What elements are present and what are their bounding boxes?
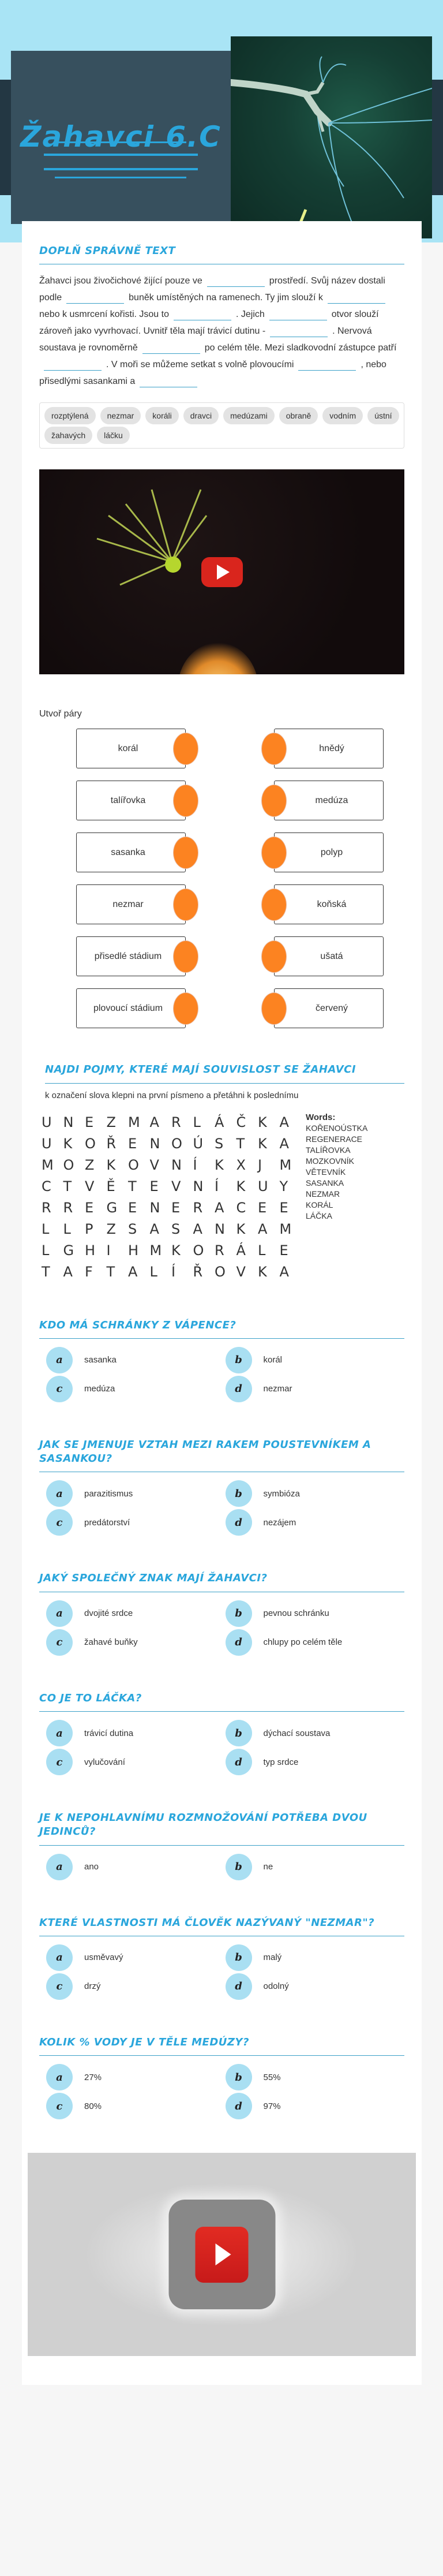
- word-list-item: KOŘENOÚSTKA: [306, 1123, 368, 1133]
- pair-label: polyp: [320, 847, 343, 857]
- blank-field[interactable]: [207, 277, 265, 287]
- section-title: DOPLŇ SPRÁVNĚ TEXT: [39, 244, 404, 264]
- grid-letter[interactable]: O: [215, 1264, 226, 1280]
- option-letter-badge: c: [46, 1629, 73, 1656]
- blank-field[interactable]: [44, 360, 102, 371]
- connector-dot[interactable]: [173, 888, 198, 921]
- answer-option[interactable]: [226, 1854, 405, 1880]
- word-bank: [39, 402, 404, 449]
- grid-letter[interactable]: K: [258, 1264, 267, 1280]
- video-embed-2[interactable]: [28, 2153, 416, 2356]
- grid-letter[interactable]: S: [128, 1221, 137, 1238]
- option-label: malý: [263, 1952, 282, 1963]
- grid-letter[interactable]: V: [149, 1157, 159, 1174]
- grid-letter[interactable]: Ú: [193, 1136, 204, 1152]
- answer-option[interactable]: [46, 1480, 226, 1507]
- answer-option[interactable]: [46, 1629, 226, 1656]
- youtube-play-icon[interactable]: [196, 2227, 249, 2283]
- pair-label: koňská: [317, 899, 347, 909]
- question-title: KOLIK % VODY JE V TĚLE MEDÚZY?: [39, 2036, 404, 2056]
- grid-letter[interactable]: T: [128, 1178, 137, 1195]
- grid-letter[interactable]: O: [171, 1136, 182, 1152]
- text-segment: otvor slouží zároveň jako vyvrhovací. Uvnitř těla mají trávicí dutinu -: [39, 309, 379, 337]
- grid-letter[interactable]: E: [279, 1200, 288, 1216]
- grid-letter[interactable]: V: [85, 1178, 95, 1195]
- grid-letter[interactable]: U: [42, 1114, 52, 1131]
- answer-option[interactable]: [46, 2064, 226, 2090]
- pair-label: medúza: [315, 795, 348, 805]
- grid-letter[interactable]: A: [279, 1136, 289, 1152]
- option-letter-badge: a: [46, 1720, 73, 1746]
- grid-letter[interactable]: A: [215, 1200, 224, 1216]
- grid-letter[interactable]: K: [215, 1157, 224, 1174]
- option-letter-badge: b: [226, 1480, 252, 1507]
- pair-label: přisedlé stádium: [94, 951, 162, 961]
- section-title: NAJDI POJMY, KTERÉ MAJÍ SOUVISLOST SE ŽAHAVCI: [45, 1063, 404, 1083]
- pair-label: nezmar: [112, 899, 144, 909]
- connector-dot[interactable]: [173, 940, 198, 973]
- grid-letter[interactable]: Á: [236, 1242, 246, 1259]
- grid-letter[interactable]: G: [63, 1242, 74, 1259]
- word-list-label: Words:: [306, 1112, 336, 1122]
- connector-dot[interactable]: [261, 837, 287, 869]
- grid-letter[interactable]: E: [171, 1200, 181, 1216]
- text-segment: po celém těle. Mezi sladkovodní zástupce patří: [204, 343, 397, 353]
- blank-field[interactable]: [328, 293, 385, 304]
- page-title: Žahavci 6.C: [20, 120, 222, 154]
- quiz-question: [39, 1692, 404, 1775]
- answer-option[interactable]: [226, 1376, 405, 1402]
- grid-letter[interactable]: Ě: [106, 1178, 115, 1195]
- grid-letter[interactable]: R: [171, 1114, 181, 1131]
- grid-letter[interactable]: L: [193, 1114, 201, 1131]
- worksheet-card: [22, 221, 422, 2385]
- grid-letter[interactable]: J: [258, 1157, 262, 1174]
- grid-letter[interactable]: C: [42, 1178, 51, 1195]
- pair-left-item[interactable]: [76, 884, 186, 924]
- answer-option[interactable]: [46, 1973, 226, 2000]
- word-chip[interactable]: medúzami: [223, 407, 275, 424]
- grid-letter[interactable]: K: [106, 1157, 116, 1174]
- connector-dot[interactable]: [261, 785, 287, 817]
- grid-letter[interactable]: Ř: [193, 1264, 203, 1280]
- answer-option[interactable]: [46, 1600, 226, 1627]
- grid-letter[interactable]: R: [215, 1242, 224, 1259]
- text-segment: buněk umístěných na ramenech. Ty jim slouží k: [129, 293, 323, 303]
- quiz-list: [39, 1319, 404, 2120]
- grid-letter[interactable]: H: [128, 1242, 139, 1259]
- answer-option[interactable]: [226, 1600, 405, 1627]
- option-label: nezmar: [263, 1384, 292, 1394]
- grid-letter[interactable]: A: [279, 1264, 289, 1280]
- answer-option[interactable]: [226, 1973, 405, 2000]
- connector-dot[interactable]: [173, 785, 198, 817]
- option-letter-badge: d: [226, 1629, 252, 1656]
- grid-letter[interactable]: R: [193, 1200, 203, 1216]
- pair-right-item[interactable]: [274, 729, 384, 768]
- blank-field[interactable]: [66, 293, 124, 304]
- text-segment: . Jejich: [235, 309, 265, 320]
- pair-label: hnědý: [319, 743, 344, 753]
- grid-letter[interactable]: N: [193, 1178, 204, 1195]
- option-label: trávicí dutina: [84, 1728, 134, 1738]
- grid-letter[interactable]: Z: [106, 1114, 116, 1131]
- blank-field[interactable]: [270, 327, 328, 337]
- grid-letter[interactable]: Í: [215, 1178, 219, 1195]
- text-segment: Žahavci jsou živočichové žijící pouze ve: [39, 276, 202, 286]
- word-list-item: VĚTEVNÍK: [306, 1167, 346, 1177]
- grid-letter[interactable]: L: [258, 1242, 266, 1259]
- option-letter-badge: d: [226, 2093, 252, 2119]
- grid-letter[interactable]: M: [149, 1242, 162, 1259]
- pair-label: červený: [315, 1003, 348, 1013]
- grid-letter[interactable]: V: [171, 1178, 181, 1195]
- grid-letter[interactable]: T: [106, 1264, 115, 1280]
- grid-letter[interactable]: Í: [171, 1264, 176, 1280]
- grid-letter[interactable]: O: [85, 1136, 96, 1152]
- option-label: 80%: [84, 2101, 102, 2111]
- option-label: ano: [84, 1862, 99, 1872]
- decor-line: [44, 154, 198, 156]
- text-segment: , nebo přisedlými sasankami a: [39, 360, 386, 387]
- option-letter-badge: a: [46, 1944, 73, 1971]
- word-chip[interactable]: nezmar: [100, 407, 141, 424]
- quiz-question: [39, 1571, 404, 1655]
- quiz-question: [39, 1916, 404, 2000]
- grid-letter[interactable]: N: [149, 1200, 160, 1216]
- answer-option[interactable]: [226, 1629, 405, 1656]
- word-list: [306, 1112, 367, 1283]
- grid-letter[interactable]: H: [85, 1242, 96, 1259]
- grid-letter[interactable]: T: [236, 1136, 245, 1152]
- answer-option[interactable]: [46, 1944, 226, 1971]
- option-label: drzý: [84, 1981, 101, 1992]
- option-letter-badge: d: [226, 1376, 252, 1402]
- grid-letter[interactable]: Á: [215, 1114, 224, 1131]
- answer-option[interactable]: [226, 1720, 405, 1746]
- grid-letter[interactable]: S: [171, 1221, 181, 1238]
- option-label: 27%: [84, 2072, 102, 2082]
- option-letter-badge: b: [226, 1347, 252, 1373]
- word-list-item: MOZKOVNÍK: [306, 1156, 355, 1166]
- grid-letter[interactable]: K: [63, 1136, 73, 1152]
- option-label: dvojité srdce: [84, 1608, 133, 1619]
- connector-dot[interactable]: [173, 837, 198, 869]
- option-label: pevnou schránku: [263, 1608, 329, 1619]
- word-list-item: SASANKA: [306, 1178, 344, 1188]
- pair-right-item[interactable]: [274, 884, 384, 924]
- grid-letter[interactable]: S: [215, 1136, 224, 1152]
- grid-letter[interactable]: Í: [193, 1157, 197, 1174]
- option-label: parazitismus: [84, 1488, 133, 1499]
- grid-letter[interactable]: A: [149, 1114, 159, 1131]
- answer-option[interactable]: [226, 1347, 405, 1373]
- grid-letter[interactable]: N: [215, 1221, 225, 1238]
- option-label: nezájem: [263, 1517, 296, 1528]
- grid-letter[interactable]: M: [42, 1157, 54, 1174]
- grid-letter[interactable]: E: [85, 1114, 94, 1131]
- pair-label: talířovka: [110, 795, 146, 805]
- option-label: 55%: [263, 2072, 281, 2082]
- answer-option[interactable]: [226, 1480, 405, 1507]
- grid-letter[interactable]: O: [63, 1157, 74, 1174]
- grid-letter[interactable]: K: [171, 1242, 181, 1259]
- option-letter-badge: c: [46, 2093, 73, 2119]
- option-letter-badge: d: [226, 1749, 252, 1775]
- grid-letter[interactable]: K: [258, 1114, 267, 1131]
- word-chip[interactable]: rozptýlená: [44, 407, 96, 424]
- grid-letter[interactable]: A: [279, 1114, 289, 1131]
- grid-letter[interactable]: I: [106, 1242, 111, 1259]
- word-chip[interactable]: dravci: [183, 407, 219, 424]
- fill-text-paragraph: [39, 272, 404, 390]
- option-label: medúza: [84, 1384, 115, 1394]
- title-panel: [11, 51, 231, 224]
- word-chip[interactable]: obraně: [279, 407, 318, 424]
- grid-letter[interactable]: L: [149, 1264, 157, 1280]
- blank-field[interactable]: [269, 310, 327, 320]
- grid-letter[interactable]: T: [42, 1264, 50, 1280]
- pair-label: korál: [118, 743, 138, 753]
- pairs-board: [39, 729, 404, 1028]
- connector-dot[interactable]: [173, 733, 198, 765]
- grid-letter[interactable]: A: [128, 1264, 138, 1280]
- connector-dot[interactable]: [173, 992, 198, 1025]
- question-title: JAKÝ SPOLEČNÝ ZNAK MAJÍ ŽAHAVCI?: [39, 1571, 404, 1592]
- blank-field[interactable]: [174, 310, 231, 320]
- grid-letter[interactable]: P: [85, 1221, 93, 1238]
- answer-option[interactable]: [46, 1347, 226, 1373]
- word-chip[interactable]: žahavých: [44, 427, 92, 444]
- answer-option[interactable]: [226, 2093, 405, 2119]
- answer-option[interactable]: [46, 1720, 226, 1746]
- grid-letter[interactable]: E: [258, 1200, 267, 1216]
- word-list-item: TALÍŘOVKA: [306, 1145, 351, 1155]
- option-label: odolný: [263, 1981, 289, 1992]
- grid-letter[interactable]: U: [258, 1178, 268, 1195]
- grid-letter[interactable]: E: [85, 1200, 94, 1216]
- blank-field[interactable]: [298, 360, 356, 371]
- option-label: usměvavý: [84, 1952, 123, 1963]
- pair-left-item[interactable]: [76, 988, 186, 1028]
- grid-letter[interactable]: K: [258, 1136, 267, 1152]
- option-letter-badge: b: [226, 2064, 252, 2090]
- grid-letter[interactable]: M: [279, 1157, 292, 1174]
- question-title: KTERÉ VLASTNOSTI MÁ ČLOVĚK NAZÝVANÝ "NEZMAR"?: [39, 1916, 404, 1936]
- answer-option[interactable]: [46, 1376, 226, 1402]
- option-label: korál: [263, 1355, 283, 1365]
- pair-label: plovoucí stádium: [93, 1003, 163, 1013]
- option-letter-badge: b: [226, 1720, 252, 1746]
- grid-letter[interactable]: E: [128, 1136, 137, 1152]
- grid-letter[interactable]: E: [149, 1178, 159, 1195]
- answer-option[interactable]: [226, 1749, 405, 1775]
- fill-text-section: [39, 244, 404, 449]
- grid-letter[interactable]: Y: [279, 1178, 288, 1195]
- pair-left-item[interactable]: [76, 781, 186, 820]
- grid-letter[interactable]: A: [193, 1221, 202, 1238]
- word-list-item: REGENERACE: [306, 1134, 363, 1144]
- option-letter-badge: c: [46, 1973, 73, 2000]
- youtube-play-icon[interactable]: [201, 557, 243, 587]
- quiz-question: [39, 1811, 404, 1880]
- grid-letter[interactable]: K: [236, 1178, 246, 1195]
- grid-letter[interactable]: N: [149, 1136, 160, 1152]
- hydra-photo: [231, 36, 432, 238]
- word-list-item: KORÁL: [306, 1200, 333, 1209]
- option-letter-badge: c: [46, 1509, 73, 1536]
- pair-right-item[interactable]: [274, 781, 384, 820]
- grid-letter[interactable]: A: [63, 1264, 73, 1280]
- text-segment: prostředí. Svůj název dostali podle: [39, 276, 385, 303]
- grid-letter[interactable]: L: [42, 1242, 50, 1259]
- question-title: KDO MÁ SCHRÁNKY Z VÁPENCE?: [39, 1319, 404, 1339]
- option-label: chlupy po celém těle: [263, 1637, 343, 1648]
- answer-option[interactable]: [226, 1944, 405, 1971]
- grid-letter[interactable]: Ř: [106, 1136, 117, 1152]
- grid-letter[interactable]: L: [42, 1221, 50, 1238]
- grid-letter[interactable]: T: [63, 1178, 72, 1195]
- grid-letter[interactable]: A: [149, 1221, 159, 1238]
- pair-right-item[interactable]: [274, 832, 384, 872]
- option-letter-badge: a: [46, 1600, 73, 1627]
- connector-dot[interactable]: [261, 940, 287, 973]
- grid-letter[interactable]: N: [171, 1157, 182, 1174]
- answer-option[interactable]: [226, 1509, 405, 1536]
- grid-letter[interactable]: E: [279, 1242, 288, 1259]
- quiz-question: [39, 2036, 404, 2119]
- text-segment: . V moři se můžeme setkat s volně plovoucími: [106, 360, 294, 370]
- pair-right-item[interactable]: [274, 936, 384, 976]
- grid-letter[interactable]: R: [63, 1200, 73, 1216]
- grid-letter[interactable]: M: [128, 1114, 140, 1131]
- grid-letter[interactable]: F: [85, 1264, 93, 1280]
- quiz-question: [39, 1319, 404, 1402]
- option-letter-badge: a: [46, 1480, 73, 1507]
- option-letter-badge: a: [46, 1347, 73, 1373]
- grid-letter[interactable]: C: [236, 1200, 246, 1216]
- grid-letter[interactable]: A: [258, 1221, 268, 1238]
- connector-dot[interactable]: [261, 992, 287, 1025]
- text-segment: . Nervová soustava je rovnoměrně: [39, 326, 372, 353]
- grid-letter[interactable]: X: [236, 1157, 246, 1174]
- option-letter-badge: c: [46, 1749, 73, 1775]
- option-letter-badge: d: [226, 1509, 252, 1536]
- text-segment: nebo k usmrcení kořisti. Jsou to: [39, 309, 169, 320]
- answer-option[interactable]: [46, 1854, 226, 1880]
- answer-option[interactable]: [46, 1509, 226, 1536]
- option-label: vylučování: [84, 1757, 125, 1767]
- option-label: 97%: [263, 2101, 281, 2111]
- word-chip[interactable]: koráli: [145, 407, 178, 424]
- option-label: sasanka: [84, 1355, 117, 1365]
- grid-letter[interactable]: O: [193, 1242, 204, 1259]
- pair-left-item[interactable]: [76, 936, 186, 976]
- pairs-title: Utvoř páry: [39, 709, 82, 719]
- question-title: JAK SE JMENUJE VZTAH MEZI RAKEM POUSTEVNÍKEM A SASANKOU?: [39, 1438, 404, 1473]
- option-letter-badge: b: [226, 1600, 252, 1627]
- blank-field[interactable]: [140, 377, 197, 387]
- option-letter-badge: b: [226, 1854, 252, 1880]
- grid-letter[interactable]: N: [63, 1114, 74, 1131]
- option-letter-badge: d: [226, 1973, 252, 2000]
- option-label: predátorství: [84, 1517, 130, 1528]
- option-letter-badge: c: [46, 1376, 73, 1402]
- option-label: symbióza: [263, 1488, 300, 1499]
- pair-label: ušatá: [320, 951, 343, 961]
- question-title: JE K NEPOHLAVNÍMU ROZMNOŽOVÁNÍ POTŘEBA DVOU JEDINCŮ?: [39, 1811, 404, 1846]
- word-chip[interactable]: láčku: [97, 427, 130, 444]
- answer-option[interactable]: [46, 1749, 226, 1775]
- option-label: typ srdce: [263, 1757, 299, 1767]
- option-letter-badge: a: [46, 2064, 73, 2090]
- video-embed[interactable]: [39, 469, 404, 674]
- grid-letter[interactable]: K: [236, 1221, 246, 1238]
- pair-right-item[interactable]: [274, 988, 384, 1028]
- letter-grid[interactable]: [42, 1112, 301, 1283]
- question-title: CO JE TO LÁČKA?: [39, 1692, 404, 1712]
- grid-letter[interactable]: M: [279, 1221, 292, 1238]
- grid-letter[interactable]: U: [42, 1136, 52, 1152]
- decor-line: [55, 177, 186, 178]
- answer-option[interactable]: [226, 2064, 405, 2090]
- option-label: dýchací soustava: [263, 1728, 331, 1738]
- hero-header: [0, 0, 443, 242]
- answer-option[interactable]: [46, 2093, 226, 2119]
- grid-letter[interactable]: V: [236, 1264, 246, 1280]
- word-list-item: NEZMAR: [306, 1189, 340, 1199]
- option-letter-badge: a: [46, 1854, 73, 1880]
- word-chip[interactable]: vodním: [322, 407, 363, 424]
- decor-line: [44, 168, 198, 170]
- wordsearch-section: [39, 1063, 404, 1282]
- grid-letter[interactable]: G: [106, 1200, 118, 1216]
- video-placeholder: [168, 2200, 275, 2309]
- option-label: žahavé buňky: [84, 1637, 138, 1648]
- word-chip[interactable]: ústní: [367, 407, 399, 424]
- connector-dot[interactable]: [261, 733, 287, 765]
- pairs-section: [39, 709, 404, 1028]
- grid-letter[interactable]: Z: [85, 1157, 95, 1174]
- grid-letter[interactable]: L: [63, 1221, 71, 1238]
- quiz-question: [39, 1438, 404, 1536]
- grid-letter[interactable]: E: [128, 1200, 137, 1216]
- wordsearch-instructions: k označení slova klepni na první písmeno a přetáhni k poslednímu: [45, 1090, 299, 1100]
- option-label: ne: [263, 1862, 273, 1872]
- pair-left-item[interactable]: [76, 832, 186, 872]
- grid-letter[interactable]: Č: [236, 1114, 246, 1131]
- connector-dot[interactable]: [261, 888, 287, 921]
- grid-letter[interactable]: R: [42, 1200, 51, 1216]
- pair-label: sasanka: [111, 847, 145, 857]
- word-list-item: LÁČKA: [306, 1211, 332, 1220]
- pair-left-item[interactable]: [76, 729, 186, 768]
- blank-field[interactable]: [142, 344, 200, 354]
- grid-letter[interactable]: Z: [106, 1221, 116, 1238]
- grid-letter[interactable]: O: [128, 1157, 139, 1174]
- option-letter-badge: b: [226, 1944, 252, 1971]
